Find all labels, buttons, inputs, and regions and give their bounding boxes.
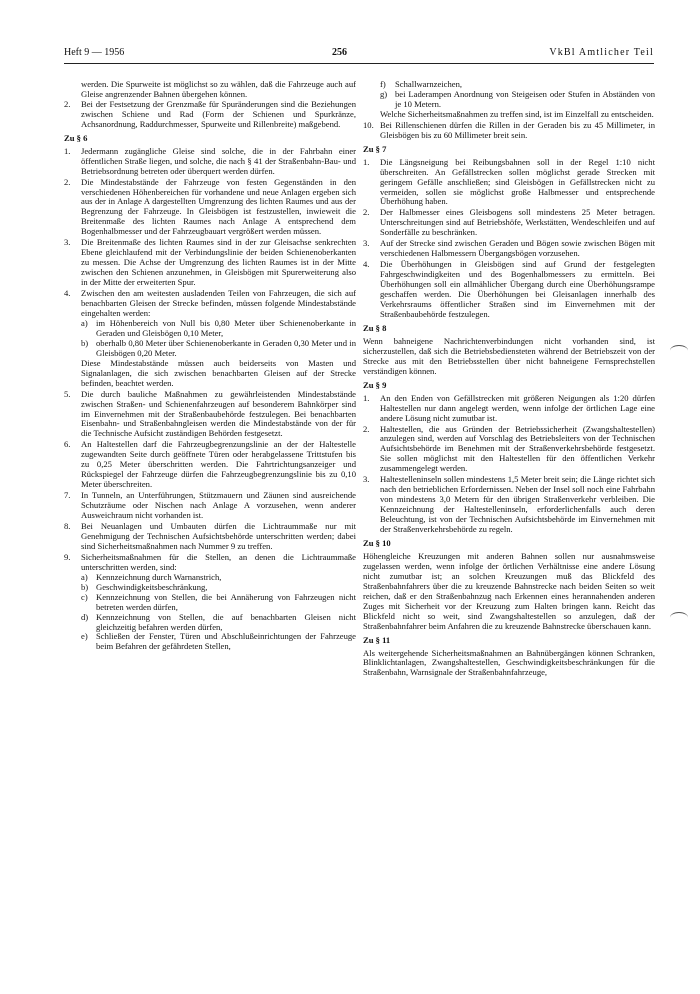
list-item: 2. Der Halbmesser eines Gleisbogens soll mindestens 25 Meter betragen. Unterschreitungen sind auf Betriebshöfe, Werkstätten, Wendeschleifen und auf Sonderfälle zu beschränken.	[363, 207, 655, 238]
paragraph: Wenn bahneigene Nachrichtenverbindungen nicht vorhanden sind, ist sicherzustellen, daß sich die Betriebsbediensteten während der Betriebszeit von der Strecke aus mit den Betriebsstellen über nicht bahneigene Fernsprechstellen verständigen können.	[363, 335, 655, 376]
sub-item: b) Geschwindigkeitsbeschränkung,	[81, 581, 208, 592]
publication-label: VkBl Amtlicher Teil	[549, 47, 654, 58]
section-heading-10: Zu § 10	[363, 537, 391, 548]
list-item: 2. Haltestellen, die aus Gründen der Betriebssicherheit (Zwangshaltestellen) anzulegen sind, werden auf Vorschlag des Betriebsleiters von der Technischen Aufsichtsbehörde im Benehmen mit der Straßenverkehrsbehörde festgesetzt. Sie sollen möglichst mit den Haltestellen für den öffentlichen Verkehr zusammengelegt werden.	[363, 423, 655, 474]
list-item: 2. Bei der Festsetzung der Grenzmaße für Spuränderungen sind die Beziehungen zwischen Schiene und Rad (Form der Schienen und Spurkränze, Achsanordnung, Raddurchmesser, Spurweite und Rillenbreite) maßgebend.	[64, 98, 356, 129]
list-item: 4. Zwischen den am weitesten ausladenden Teilen von Fahrzeugen, die sich auf benachbarten Gleisen der Strecke befinden, müssen folgende Mindestabstände eingehalten werden: a) im Höhenbereich von Null bis 0,80 Meter über Schienenoberkante in Geraden und Gleisbögen 0,10 Meter, b) oberhalb 0,80 Meter über Schienenoberkante in Geraden 0,30 Meter und in Gleisbögen 0,20 Meter. Diese Mindestabstände müssen auch beiderseits von Masten und Signalanlagen, die sich zwischen benachbarten Gleisen auf der Strecke befinden, beachtet werden.	[64, 288, 356, 388]
section-heading-9: Zu § 9	[363, 379, 387, 390]
sub-item: g) bei Laderampen Anordnung von Steigeisen oder Stufen in Abständen von je 10 Metern.	[380, 88, 655, 109]
list-item: 10. Bei Rillenschienen dürfen die Rillen in der Geraden bis zu 45 Millimeter, in Gleisbögen bis zu 60 Millimeter breit sein.	[363, 119, 655, 140]
list-item: 4. Die Überhöhungen in Gleisbögen sind auf Grund der festgelegten Fahrgeschwindigkeiten und des Bogenhalbmessers zu ermitteln. Bei Überhöhungen soll ein allmählicher Übergang durch eine Überhöhungsrampe geschaffen werden. Die Überhöhungen bei Gleisanlagen innerhalb des Verkehrsraums öffentlicher Straßen sind im Einvernehmen mit der Straßenbaubehörde festzulegen.	[363, 259, 655, 319]
list-item: 8. Bei Neuanlagen und Umbauten dürfen die Lichtraummaße nur mit Genehmigung der Technischen Aufsichtsbehörde unterschritten werden; dabei sind Sicherheitsmaßnahmen nach Nummer 9 zu treffen.	[64, 520, 356, 551]
list-item: 5. Die durch bauliche Maßnahmen zu gewährleistenden Mindestabstände zwischen Straßen- und Schienenfahrzeugen auf besonderem Bahnkörper sind im Einvernehmen mit der Straßenbaubehörde festzulegen. Bei benachbarten Eisenbahn- und Straßenbahngleisen werden die Mindestabstände von der für die Technische Aufsicht zuständigen Behörden festgesetzt.	[64, 388, 356, 439]
list-item: 2. Die Mindestabstände der Fahrzeuge von festen Gegenständen in den verschiedenen Höhenbereichen für vorhandene und neue Anlagen ergeben sich aus der in Anlage A dargestellten Umgrenzung des lichten Raumes und aus der Begrenzung der Fahrzeuge. In Gleisbögen ist festzustellen, inwieweit die Breitenmaße des lichten Raumes nach Anlage A entsprechend dem Bogenhalbmesser und der Fahrzeugbauart vergrößert werden müssen.	[64, 176, 356, 237]
sub-item: a) im Höhenbereich von Null bis 0,80 Meter über Schienenoberkante in Geraden und Gleisbögen 0,10 Meter,	[81, 317, 356, 338]
sub-item: c) Kennzeichnung von Stellen, die bei Annäherung von Fahrzeugen nicht betreten werden dürfen,	[81, 591, 356, 612]
sub-item: b) oberhalb 0,80 Meter über Schienenoberkante in Geraden 0,30 Meter und in Gleisbögen 0,20 Meter.	[81, 337, 356, 358]
section-heading-11: Zu § 11	[363, 634, 391, 645]
binding-hole-mark	[670, 345, 688, 356]
sub-item: e) Schließen der Fenster, Türen und Abschlußeinrichtungen der Fahrzeuge beim Befahren der gefährdeten Stellen,	[81, 631, 356, 652]
page-number: 256	[332, 47, 347, 58]
list-item: 1. An den Enden von Gefällstrecken mit größeren Neigungen als 1:20 dürfen Haltestellen nur dann angelegt werden, wenn infolge der örtlichen Lage eine andere Lösung nicht zumutbar ist.	[363, 392, 655, 423]
list-item: 3. Auf der Strecke sind zwischen Geraden und Bögen sowie zwischen Bögen mit verschiedenen Halbmessern Übergangsbögen vorzusehen.	[363, 238, 655, 259]
header-rule	[64, 63, 654, 64]
issue-label: Heft 9 — 1956	[64, 47, 125, 58]
item-note: Welche Sicherheitsmaßnahmen zu treffen sind, ist im Einzelfall zu entscheiden.	[380, 108, 654, 119]
list-item: 7. In Tunneln, an Unterführungen, Stützmauern und Zäunen sind ausreichende Schutzräume oder Nischen nach Anlage A vorzusehen, wenn anderer Ausweichraum nicht vorhanden ist.	[64, 490, 356, 521]
sub-item: f) Schallwarnzeichen,	[380, 79, 463, 89]
section-heading-6: Zu § 6	[64, 132, 88, 143]
list-item: 6. An Haltestellen darf die Fahrzeugbegrenzungslinie an der der Haltestelle zugewandten Seite durch geöffnete Türen oder herabgelassene Trittstufen bis zu 0,25 Meter überschritten werden. Die Fahrtrichtungsanzeiger und Rückspiegel der Fahrzeuge dürfen die Fahrzeugbegrenzungslinie bis zu 0,10 Meter überschreiten.	[64, 439, 356, 490]
item-note: Diese Mindestabstände müssen auch beiderseits von Masten und Signalanlagen, die sich zwischen benachbarten Gleisen auf der Strecke befinden, beachtet werden.	[81, 357, 356, 388]
list-item: 3. Haltestelleninseln sollen mindestens 1,5 Meter breit sein; die Länge richtet sich nach den betrieblichen Erfordernissen. Neben der Insel soll noch eine Fahrbahn von mindestens 3,0 Metern für den übrigen Straßenverkehr verbleiben. Die Kennzeichnung der Haltestelleninseln, erforderlichenfalls auch deren Beleuchtung, ist von der Technischen Aufsichtsbehörde im Einvernehmen mit der Straßenverkehrsbehörde zu regeln.	[363, 474, 655, 535]
paragraph: Höhengleiche Kreuzungen mit anderen Bahnen sollen nur ausnahmsweise zugelassen werden, wenn infolge der örtlichen Verhältnisse eine andere Lösung nicht zumutbar ist; an solchen Kreuzungen muß das Blickfeld des Straßenbahnfahrers über die zu kreuzende Bahnstrecke nach beiden Seiten so weit reichen, daß er den Straßenbahnzug nach Erkennen eines herannahenden anderen Zuges mit Sicherheit vor der Kreuzung zum Halten bringen kann. Reicht das Blickfeld nicht so weit, sind Zwangshaltestellen so anzulegen, daß der Straßenbahnfahrer beim Anfahren die zu kreuzende Bahnstrecke überschauen kann.	[363, 550, 655, 631]
paragraph: Als weitergehende Sicherheitsmaßnahmen an Bahnübergängen können Schranken, Blinklichtanlagen, Zwangshaltestellen, Geschwindigkeitsbeschränkungen für die Straßenbahn, Warnsignale der Straßenbahnfahrzeuge,	[363, 647, 655, 678]
sub-item: d) Kennzeichnung von Stellen, die auf benachbarten Gleisen nicht gleichzeitig befahren werden dürfen,	[81, 611, 356, 632]
list-item-continued	[363, 80, 655, 120]
page-header	[64, 47, 654, 63]
binding-hole-mark	[670, 612, 688, 623]
list-item: 9. Sicherheitsmaßnahmen für die Stellen, an denen die Lichtraummaße unterschritten werden, sind: a) Kennzeichnung durch Warnanstrich, b) Geschwindigkeitsbeschränkung, c) Kennzeichnung von Stellen, die bei Annäherung von Fahrzeugen nicht betreten werden dürfen, d) Kennzeichnung von Stellen, die auf benachbarten Gleisen nicht gleichzeitig befahren werden dürfen, e) Schließen der Fenster, Türen und Abschlußeinrichtungen der Fahrzeuge beim Befahren der gefährdeten Stellen,	[64, 551, 356, 652]
left-column	[64, 80, 356, 653]
list-item: 3. Die Breitenmaße des lichten Raumes sind in der zur Gleisachse senkrechten Ebene gleichlaufend mit der Verbindungslinie der beiden Schienenoberkanten zu messen. Die Achse der Umgrenzung des lichten Raumes ist in der Mitte zwischen den Schienen anzunehmen, in Gleisbögen mit Spurerweiterung also in der Mitte der erweiterten Spur.	[64, 237, 356, 288]
list-item: 1. Jedermann zugängliche Gleise sind solche, die in der Fahrbahn einer öffentlichen Straße liegen, und solche, die nach § 41 der Straßenbahn-Bau- und Betriebsordnung betreten oder überquert werden dürfen.	[64, 145, 356, 176]
sub-item: a) Kennzeichnung durch Warnanstrich,	[81, 571, 222, 582]
list-item: 1. Die Längsneigung bei Reibungsbahnen soll in der Regel 1:10 nicht überschreiten. An Gefällstrecken sollen möglichst gerade Strecken mit geringem Gefälle anschließen; sind Gleisbögen in Gefällstrecken nicht zu vermeiden, sollen sie möglichst große Halbmesser und entsprechende Überhöhung haben.	[363, 156, 655, 207]
section-heading-8: Zu § 8	[363, 322, 387, 333]
right-column	[363, 80, 655, 678]
continued-text: werden. Die Spurweite ist möglichst so zu wählen, daß die Fahrzeuge auch auf Gleise angrenzender Bahnen übergehen können.	[81, 79, 356, 99]
section-heading-7: Zu § 7	[363, 143, 387, 154]
